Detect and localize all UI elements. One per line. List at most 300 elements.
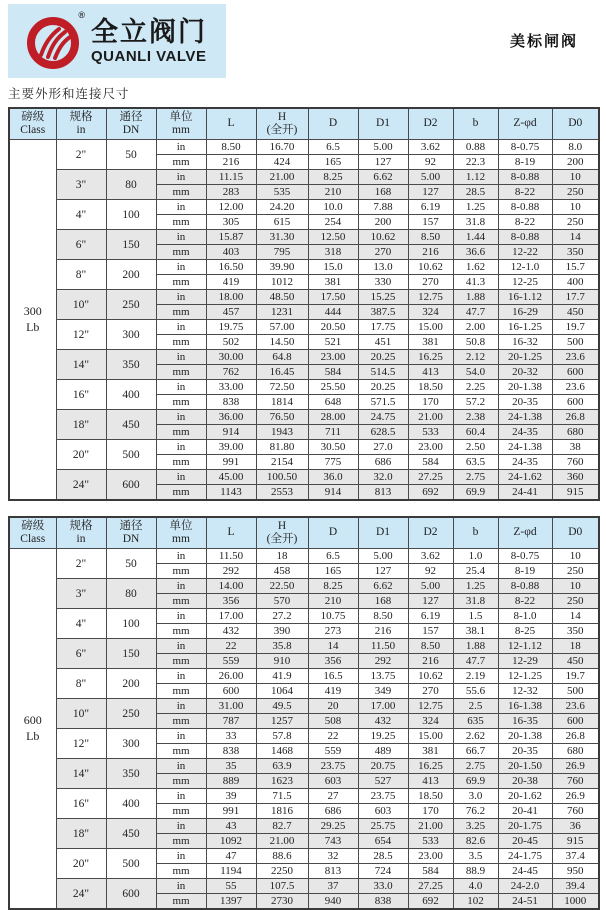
value-cell: 14 (308, 639, 358, 654)
value-cell: 915 (552, 834, 599, 849)
size-cell: 10" (56, 290, 106, 320)
table-row (9, 170, 599, 185)
value-cell: 216 (206, 155, 256, 170)
value-cell: 24-45 (498, 864, 552, 879)
value-cell: 157 (408, 624, 453, 639)
value-cell: 6.62 (358, 170, 408, 185)
value-cell: 950 (552, 864, 599, 879)
value-cell: 2730 (256, 894, 308, 910)
dn-cell: 400 (106, 789, 156, 819)
value-cell: 2250 (256, 864, 308, 879)
value-cell: 559 (308, 744, 358, 759)
value-cell: 22 (206, 639, 256, 654)
size-cell: 3" (56, 170, 106, 200)
unit-cell: mm (156, 714, 206, 729)
value-cell: 450 (552, 305, 599, 320)
value-cell: 500 (552, 335, 599, 350)
unit-cell: in (156, 849, 206, 864)
brand-name-en: QUANLI VALVE (91, 47, 207, 65)
value-cell: 8-0.88 (498, 579, 552, 594)
value-cell: 1.25 (453, 579, 498, 594)
value-cell: 1012 (256, 275, 308, 290)
value-cell: 41.9 (256, 669, 308, 684)
value-cell: 521 (308, 335, 358, 350)
unit-cell: mm (156, 684, 206, 699)
value-cell: 200 (552, 155, 599, 170)
value-cell: 324 (408, 714, 453, 729)
value-cell: 451 (358, 335, 408, 350)
column-header: L (206, 517, 256, 549)
value-cell: 30.00 (206, 350, 256, 365)
value-cell: 743 (308, 834, 358, 849)
value-cell: 724 (358, 864, 408, 879)
value-cell: 10 (552, 170, 599, 185)
value-cell: 30.50 (308, 440, 358, 455)
value-cell: 168 (358, 185, 408, 200)
value-cell: 2.25 (453, 380, 498, 395)
unit-cell: mm (156, 744, 206, 759)
unit-cell: mm (156, 155, 206, 170)
value-cell: 330 (358, 275, 408, 290)
dn-cell: 250 (106, 699, 156, 729)
value-cell: 35 (206, 759, 256, 774)
value-cell: 69.9 (453, 485, 498, 501)
value-cell: 940 (308, 894, 358, 910)
value-cell: 18.00 (206, 290, 256, 305)
value-cell: 533 (408, 834, 453, 849)
unit-cell: in (156, 639, 206, 654)
value-cell: 20-35 (498, 744, 552, 759)
value-cell: 20-1.38 (498, 729, 552, 744)
value-cell: 250 (552, 185, 599, 200)
value-cell: 127 (408, 594, 453, 609)
value-cell: 50.8 (453, 335, 498, 350)
value-cell: 8-22 (498, 185, 552, 200)
value-cell: 1.25 (453, 200, 498, 215)
value-cell: 16-1.38 (498, 699, 552, 714)
table-row (9, 140, 599, 155)
value-cell: 88.6 (256, 849, 308, 864)
value-cell: 0.88 (453, 140, 498, 155)
value-cell: 450 (552, 654, 599, 669)
value-cell: 889 (206, 774, 256, 789)
value-cell: 25.50 (308, 380, 358, 395)
table-row (9, 609, 599, 624)
column-header: b (453, 517, 498, 549)
unit-cell: mm (156, 804, 206, 819)
value-cell: 292 (358, 654, 408, 669)
value-cell: 17.7 (552, 290, 599, 305)
size-cell: 6" (56, 639, 106, 669)
table-header-row (9, 108, 599, 140)
table-row (9, 410, 599, 425)
value-cell: 12-25 (498, 275, 552, 290)
value-cell: 47.7 (453, 305, 498, 320)
value-cell: 6.62 (358, 579, 408, 594)
value-cell: 82.7 (256, 819, 308, 834)
value-cell: 165 (308, 564, 358, 579)
value-cell: 200 (358, 215, 408, 230)
dn-cell: 200 (106, 260, 156, 290)
value-cell: 14.00 (206, 579, 256, 594)
value-cell: 1.62 (453, 260, 498, 275)
unit-cell: mm (156, 594, 206, 609)
value-cell: 57.00 (256, 320, 308, 335)
value-cell: 24-1.38 (498, 440, 552, 455)
value-cell: 2154 (256, 455, 308, 470)
dn-cell: 350 (106, 759, 156, 789)
value-cell: 10.0 (308, 200, 358, 215)
table-row (9, 759, 599, 774)
value-cell: 15.7 (552, 260, 599, 275)
value-cell: 8.50 (408, 230, 453, 245)
table-row (9, 350, 599, 365)
value-cell: 711 (308, 425, 358, 440)
size-cell: 12" (56, 320, 106, 350)
value-cell: 6.19 (408, 609, 453, 624)
value-cell: 15.87 (206, 230, 256, 245)
value-cell: 36 (552, 819, 599, 834)
value-cell: 8-0.88 (498, 230, 552, 245)
value-cell: 432 (206, 624, 256, 639)
value-cell: 22.3 (453, 155, 498, 170)
value-cell: 23.6 (552, 699, 599, 714)
value-cell: 18 (256, 549, 308, 564)
value-cell: 63.9 (256, 759, 308, 774)
value-cell: 2.19 (453, 669, 498, 684)
value-cell: 584 (408, 864, 453, 879)
value-cell: 795 (256, 245, 308, 260)
value-cell: 82.6 (453, 834, 498, 849)
value-cell: 100.50 (256, 470, 308, 485)
value-cell: 24-1.75 (498, 849, 552, 864)
table-row (9, 549, 599, 564)
value-cell: 1092 (206, 834, 256, 849)
value-cell: 20.25 (358, 380, 408, 395)
size-cell: 14" (56, 350, 106, 380)
value-cell: 8-19 (498, 155, 552, 170)
value-cell: 20-1.62 (498, 789, 552, 804)
value-cell: 2.50 (453, 440, 498, 455)
value-cell: 216 (358, 624, 408, 639)
value-cell: 8-0.88 (498, 200, 552, 215)
value-cell: 57.2 (453, 395, 498, 410)
value-cell: 24-41 (498, 485, 552, 501)
value-cell: 17.00 (358, 699, 408, 714)
value-cell: 10.62 (408, 669, 453, 684)
value-cell: 168 (358, 594, 408, 609)
unit-cell: in (156, 669, 206, 684)
unit-cell: in (156, 819, 206, 834)
value-cell: 26.8 (552, 729, 599, 744)
value-cell: 570 (256, 594, 308, 609)
table-row (9, 200, 599, 215)
value-cell: 356 (206, 594, 256, 609)
dn-cell: 250 (106, 290, 156, 320)
value-cell: 27 (308, 789, 358, 804)
value-cell: 49.5 (256, 699, 308, 714)
value-cell: 2.12 (453, 350, 498, 365)
value-cell: 22 (308, 729, 358, 744)
value-cell: 838 (358, 894, 408, 910)
size-cell: 18" (56, 410, 106, 440)
size-cell: 4" (56, 200, 106, 230)
value-cell: 635 (453, 714, 498, 729)
value-cell: 23.00 (308, 350, 358, 365)
value-cell: 7.88 (358, 200, 408, 215)
size-cell: 12" (56, 729, 106, 759)
unit-cell: in (156, 290, 206, 305)
value-cell: 21.00 (408, 410, 453, 425)
value-cell: 47.7 (453, 654, 498, 669)
value-cell: 10 (552, 200, 599, 215)
value-cell: 13.75 (358, 669, 408, 684)
dn-cell: 450 (106, 819, 156, 849)
value-cell: 71.5 (256, 789, 308, 804)
value-cell: 10.62 (358, 230, 408, 245)
value-cell: 26.00 (206, 669, 256, 684)
value-cell: 8.25 (308, 170, 358, 185)
table-row (9, 849, 599, 864)
value-cell: 1.12 (453, 170, 498, 185)
unit-cell: in (156, 609, 206, 624)
dn-cell: 80 (106, 579, 156, 609)
value-cell: 2.5 (453, 699, 498, 714)
unit-cell: mm (156, 275, 206, 290)
table-row (9, 230, 599, 245)
value-cell: 170 (408, 395, 453, 410)
value-cell: 12.75 (408, 290, 453, 305)
value-cell: 535 (256, 185, 308, 200)
value-cell: 360 (552, 470, 599, 485)
value-cell: 20-1.50 (498, 759, 552, 774)
value-cell: 838 (206, 744, 256, 759)
dn-cell: 200 (106, 669, 156, 699)
value-cell: 270 (408, 684, 453, 699)
value-cell: 600 (552, 714, 599, 729)
value-cell: 72.50 (256, 380, 308, 395)
column-header: b (453, 108, 498, 140)
value-cell: 10 (552, 579, 599, 594)
value-cell: 17.50 (308, 290, 358, 305)
value-cell: 24.75 (358, 410, 408, 425)
value-cell: 16-35 (498, 714, 552, 729)
brand-name-cn: 全立阀门 (91, 16, 207, 47)
size-cell: 16" (56, 380, 106, 410)
value-cell: 102 (453, 894, 498, 910)
value-cell: 8.50 (358, 609, 408, 624)
value-cell: 27.0 (358, 440, 408, 455)
table-row (9, 879, 599, 894)
value-cell: 680 (552, 744, 599, 759)
value-cell: 24-51 (498, 894, 552, 910)
value-cell: 28.5 (453, 185, 498, 200)
value-cell: 584 (408, 455, 453, 470)
value-cell: 387.5 (358, 305, 408, 320)
value-cell: 16-29 (498, 305, 552, 320)
value-cell: 18 (552, 639, 599, 654)
value-cell: 8.50 (408, 639, 453, 654)
column-header: H (全开) (256, 108, 308, 140)
value-cell: 15.00 (408, 320, 453, 335)
value-cell: 1.44 (453, 230, 498, 245)
unit-cell: mm (156, 834, 206, 849)
value-cell: 603 (358, 804, 408, 819)
value-cell: 21.00 (408, 819, 453, 834)
value-cell: 915 (552, 485, 599, 501)
value-cell: 991 (206, 455, 256, 470)
unit-cell: in (156, 200, 206, 215)
value-cell: 20-1.75 (498, 819, 552, 834)
value-cell: 24-35 (498, 425, 552, 440)
unit-cell: in (156, 350, 206, 365)
value-cell: 216 (408, 245, 453, 260)
column-header: D (308, 517, 358, 549)
value-cell: 16.5 (308, 669, 358, 684)
value-cell: 775 (308, 455, 358, 470)
value-cell: 37.4 (552, 849, 599, 864)
column-header: D0 (552, 517, 599, 549)
value-cell: 1468 (256, 744, 308, 759)
value-cell: 14 (552, 230, 599, 245)
value-cell: 12.75 (408, 699, 453, 714)
value-cell: 13.0 (358, 260, 408, 275)
unit-cell: in (156, 879, 206, 894)
value-cell: 350 (552, 624, 599, 639)
value-cell: 1816 (256, 804, 308, 819)
dn-cell: 450 (106, 410, 156, 440)
value-cell: 1814 (256, 395, 308, 410)
value-cell: 250 (552, 564, 599, 579)
column-header: D2 (408, 517, 453, 549)
value-cell: 514.5 (358, 365, 408, 380)
value-cell: 36.00 (206, 410, 256, 425)
value-cell: 45.00 (206, 470, 256, 485)
value-cell: 457 (206, 305, 256, 320)
value-cell: 6.19 (408, 200, 453, 215)
value-cell: 584 (308, 365, 358, 380)
value-cell: 628.5 (358, 425, 408, 440)
dn-cell: 150 (106, 639, 156, 669)
value-cell: 1623 (256, 774, 308, 789)
value-cell: 69.9 (453, 774, 498, 789)
column-header: Z-φd (498, 108, 552, 140)
value-cell: 88.9 (453, 864, 498, 879)
value-cell: 692 (408, 485, 453, 501)
size-cell: 2" (56, 549, 106, 579)
size-cell: 20" (56, 849, 106, 879)
value-cell: 165 (308, 155, 358, 170)
unit-cell: in (156, 380, 206, 395)
value-cell: 19.75 (206, 320, 256, 335)
dn-cell: 300 (106, 320, 156, 350)
unit-cell: mm (156, 185, 206, 200)
value-cell: 18.50 (408, 789, 453, 804)
value-cell: 250 (552, 594, 599, 609)
value-cell: 8-22 (498, 215, 552, 230)
column-header: H (全开) (256, 517, 308, 549)
dn-cell: 600 (106, 470, 156, 501)
value-cell: 2.62 (453, 729, 498, 744)
value-cell: 26.8 (552, 410, 599, 425)
value-cell: 381 (408, 744, 453, 759)
value-cell: 500 (552, 684, 599, 699)
value-cell: 47 (206, 849, 256, 864)
value-cell: 432 (358, 714, 408, 729)
value-cell: 16.50 (206, 260, 256, 275)
value-cell: 64.8 (256, 350, 308, 365)
value-cell: 29.25 (308, 819, 358, 834)
value-cell: 38.1 (453, 624, 498, 639)
value-cell: 48.50 (256, 290, 308, 305)
dn-cell: 80 (106, 170, 156, 200)
value-cell: 24-2.0 (498, 879, 552, 894)
value-cell: 16.70 (256, 140, 308, 155)
value-cell: 400 (552, 275, 599, 290)
value-cell: 27.25 (408, 470, 453, 485)
unit-cell: in (156, 170, 206, 185)
unit-cell: in (156, 789, 206, 804)
size-cell: 3" (56, 579, 106, 609)
value-cell: 8-0.75 (498, 549, 552, 564)
value-cell: 305 (206, 215, 256, 230)
logo-text (91, 16, 207, 65)
value-cell: 14 (552, 609, 599, 624)
value-cell: 22.50 (256, 579, 308, 594)
value-cell: 20-45 (498, 834, 552, 849)
value-cell: 33 (206, 729, 256, 744)
value-cell: 419 (308, 684, 358, 699)
value-cell: 914 (206, 425, 256, 440)
product-title: 美标闸阀 (509, 33, 578, 50)
value-cell: 36.6 (453, 245, 498, 260)
value-cell: 17.00 (206, 609, 256, 624)
value-cell: 8-0.75 (498, 140, 552, 155)
value-cell: 16-1.25 (498, 320, 552, 335)
size-cell: 6" (56, 230, 106, 260)
value-cell: 403 (206, 245, 256, 260)
table-row (9, 470, 599, 485)
unit-cell: mm (156, 395, 206, 410)
value-cell: 23.6 (552, 350, 599, 365)
dn-cell: 100 (106, 200, 156, 230)
size-cell: 16" (56, 789, 106, 819)
size-cell: 14" (56, 759, 106, 789)
value-cell: 60.4 (453, 425, 498, 440)
value-cell: 6.5 (308, 140, 358, 155)
value-cell: 20.25 (358, 350, 408, 365)
value-cell: 8-1.0 (498, 609, 552, 624)
unit-cell: mm (156, 335, 206, 350)
value-cell: 1231 (256, 305, 308, 320)
value-cell: 76.50 (256, 410, 308, 425)
column-header: 单位 mm (156, 517, 206, 549)
value-cell: 157 (408, 215, 453, 230)
value-cell: 10 (552, 549, 599, 564)
value-cell: 39.00 (206, 440, 256, 455)
value-cell: 273 (308, 624, 358, 639)
unit-cell: in (156, 759, 206, 774)
class-label: 600 Lb (9, 549, 56, 910)
value-cell: 12-22 (498, 245, 552, 260)
value-cell: 502 (206, 335, 256, 350)
table-row (9, 260, 599, 275)
value-cell: 20-35 (498, 395, 552, 410)
value-cell: 36.0 (308, 470, 358, 485)
value-cell: 283 (206, 185, 256, 200)
value-cell: 57.8 (256, 729, 308, 744)
value-cell: 600 (552, 365, 599, 380)
